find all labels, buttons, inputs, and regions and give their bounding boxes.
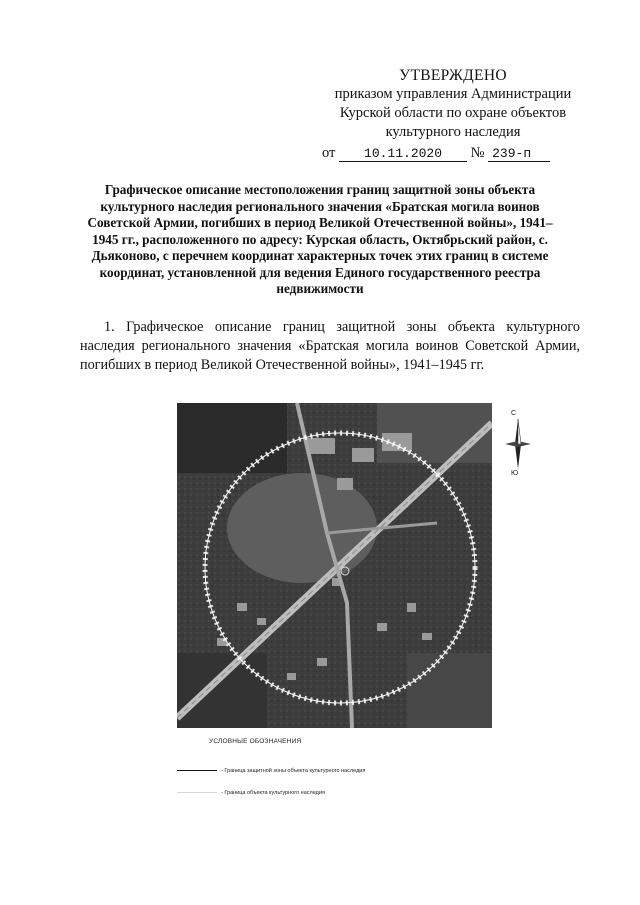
field-area	[407, 653, 492, 728]
approval-line-1: приказом управления Администрации	[334, 86, 572, 102]
order-date: 10.11.2020	[339, 146, 467, 162]
approval-block	[318, 66, 588, 163]
map-legend	[177, 738, 507, 796]
compass-south-label: Ю	[511, 470, 519, 477]
compass	[505, 410, 531, 480]
legend-line-light	[177, 792, 217, 793]
compass-rose-icon	[505, 419, 531, 469]
legend-item-protection-zone	[177, 768, 365, 774]
open-field	[227, 473, 377, 583]
satellite-map	[177, 403, 492, 728]
compass-north-label: С	[511, 410, 517, 417]
number-sign: №	[470, 145, 485, 161]
document-title: Графическое описание местоположения границ защитной зоны объекта культурного наследия регионального значения «Братская могила воинов Советской Армии, погибших в период Великой Отечественной войны», 1941–1945 гг., расположенного по адресу: Курская область, Октябрьский район, с. Дьяконово, с перечнем координат характерных точек этих границ в системе координат, установленной для ведения Единого государственного реестра недвижимости	[87, 182, 553, 296]
date-prefix: от	[322, 145, 336, 161]
field-area	[177, 653, 267, 728]
legend-item-label: - Граница защитной зоны объекта культурного наследия	[221, 768, 366, 774]
approval-date-line	[318, 144, 588, 163]
section-paragraph: 1. Графическое описание границ защитной зоны объекта культурного наследия регионального значения «Братская могила воинов Советской Армии, погибших в период Великой Отечественной войны», 1941–1945 гг.	[80, 319, 580, 373]
legend-item-object-boundary	[177, 790, 325, 796]
approval-heading: УТВЕРЖДЕНО	[399, 67, 507, 84]
legend-line-solid	[177, 770, 217, 771]
order-number: 239-п	[488, 146, 550, 162]
legend-item-label: - Граница объекта культурного наследия	[221, 790, 325, 796]
field-area	[177, 403, 287, 473]
map-drawing	[177, 403, 492, 728]
approval-line-3: культурного наследия	[385, 124, 521, 140]
legend-title: УСЛОВНЫЕ ОБОЗНАЧЕНИЯ	[209, 738, 302, 745]
approval-line-2: Курской области по охране объектов	[339, 105, 567, 121]
